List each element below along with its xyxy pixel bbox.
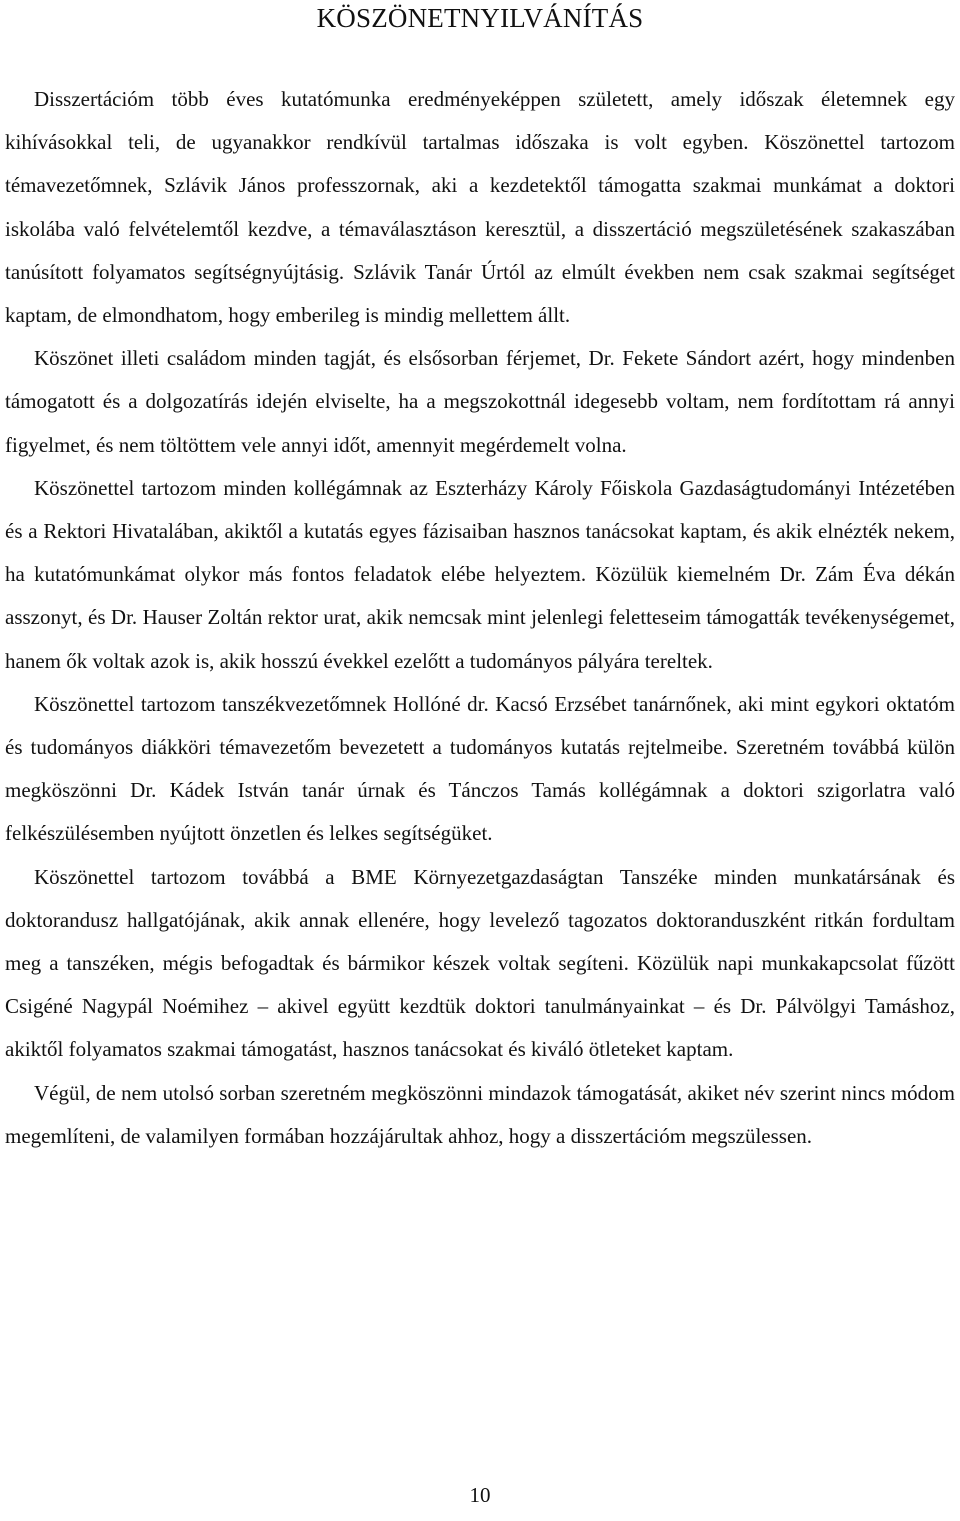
body-text [5,78,955,1158]
paragraph-4: Köszönettel tartozom tanszékvezetőmnek Hollóné dr. Kacsó Erzsébet tanárnőnek, aki mint egykori oktatóm és tudományos diákköri témavezetőm bevezetett a tudományos kutatás rejtelmeibe. Szeretném továbbá külön megköszönni Dr. Kádek István tanár úrnak és Tánczos Tamás kollégámnak a doktori szigorlatra való felkészülésemben nyújtott önzetlen és lelkes segítségüket. [5,691,955,846]
paragraph-2: Köszönet illeti családom minden tagját, és elsősorban férjemet, Dr. Fekete Sándort azért, hogy mindenben támogatott és a dolgozatírás idején elviselte, ha a megszokottnál idegesebb voltam, nem fordítottam rá annyi figyelmet, és nem töltöttem vele annyi időt, amennyit megérdemelt volna. [5,346,955,457]
page-number: 10 [469,1483,491,1507]
paragraph-3: Köszönettel tartozom minden kollégámnak az Eszterházy Károly Főiskola Gazdaságtudományi Intézetében és a Rektori Hivatalában, akiktől a kutatás egyes fázisaiban hasznos tanácsokat kaptam, és akik elnézték nekem, ha kutatómunkámat olykor más fontos feladatok elébe helyeztem. Közülük kiemelném Dr. Zám Éva dékán asszonyt, és Dr. Hauser Zoltán rektor urat, akik nemcsak mint jelenlegi feletteseim támogatták tevékenységemet, hanem ők voltak azok is, akik hosszú évekkel ezelőtt a tudományos pályára tereltek. [5,475,955,673]
paragraph-6: Végül, de nem utolsó sorban szeretném megköszönni mindazok támogatását, akiket név szerint nincs módom megemlíteni, de valamilyen formában hozzájárultak ahhoz, hogy a disszertációm megszülessen. [5,1080,955,1148]
paragraph-1: Disszertációm több éves kutatómunka eredményeképpen született, amely időszak életemnek egy kihívásokkal teli, de ugyanakkor rendkívül tartalmas időszaka is volt egyben. Köszönettel tartozom témavezetőmnek, Szlávik János professzornak, aki a kezdetektől támogatta szakmai munkámat a doktori iskolába való felvételemtől kezdve, a témaválasztáson keresztül, a disszertáció megszületésének szakaszában tanúsított folyamatos segítségnyújtásig. Szlávik Tanár Úrtól az elmúlt években nem csak szakmai segítséget kaptam, de elmondhatom, hogy emberileg is mindig mellettem állt. [5,87,955,328]
page-title: KÖSZÖNETNYILVÁNÍTÁS [316,3,644,33]
paragraph-5: Köszönettel tartozom továbbá a BME Környezetgazdaságtan Tanszéke minden munkatársának és doktorandusz hallgatójának, akik annak ellenére, hogy levelező tagozatos doktoranduszként ritkán fordultam meg a tanszéken, mégis befogadtak és bármikor készek voltak segíteni. Közülük napi munkakapcsolat fűzött Csigéné Nagypál Noémihez – akivel együtt kezdtük doktori tanulmányainkat – és Dr. Pálvölgyi Tamáshoz, akiktől folyamatos szakmai támogatást, hasznos tanácsokat és kiváló ötleteket kaptam. [5,864,955,1062]
